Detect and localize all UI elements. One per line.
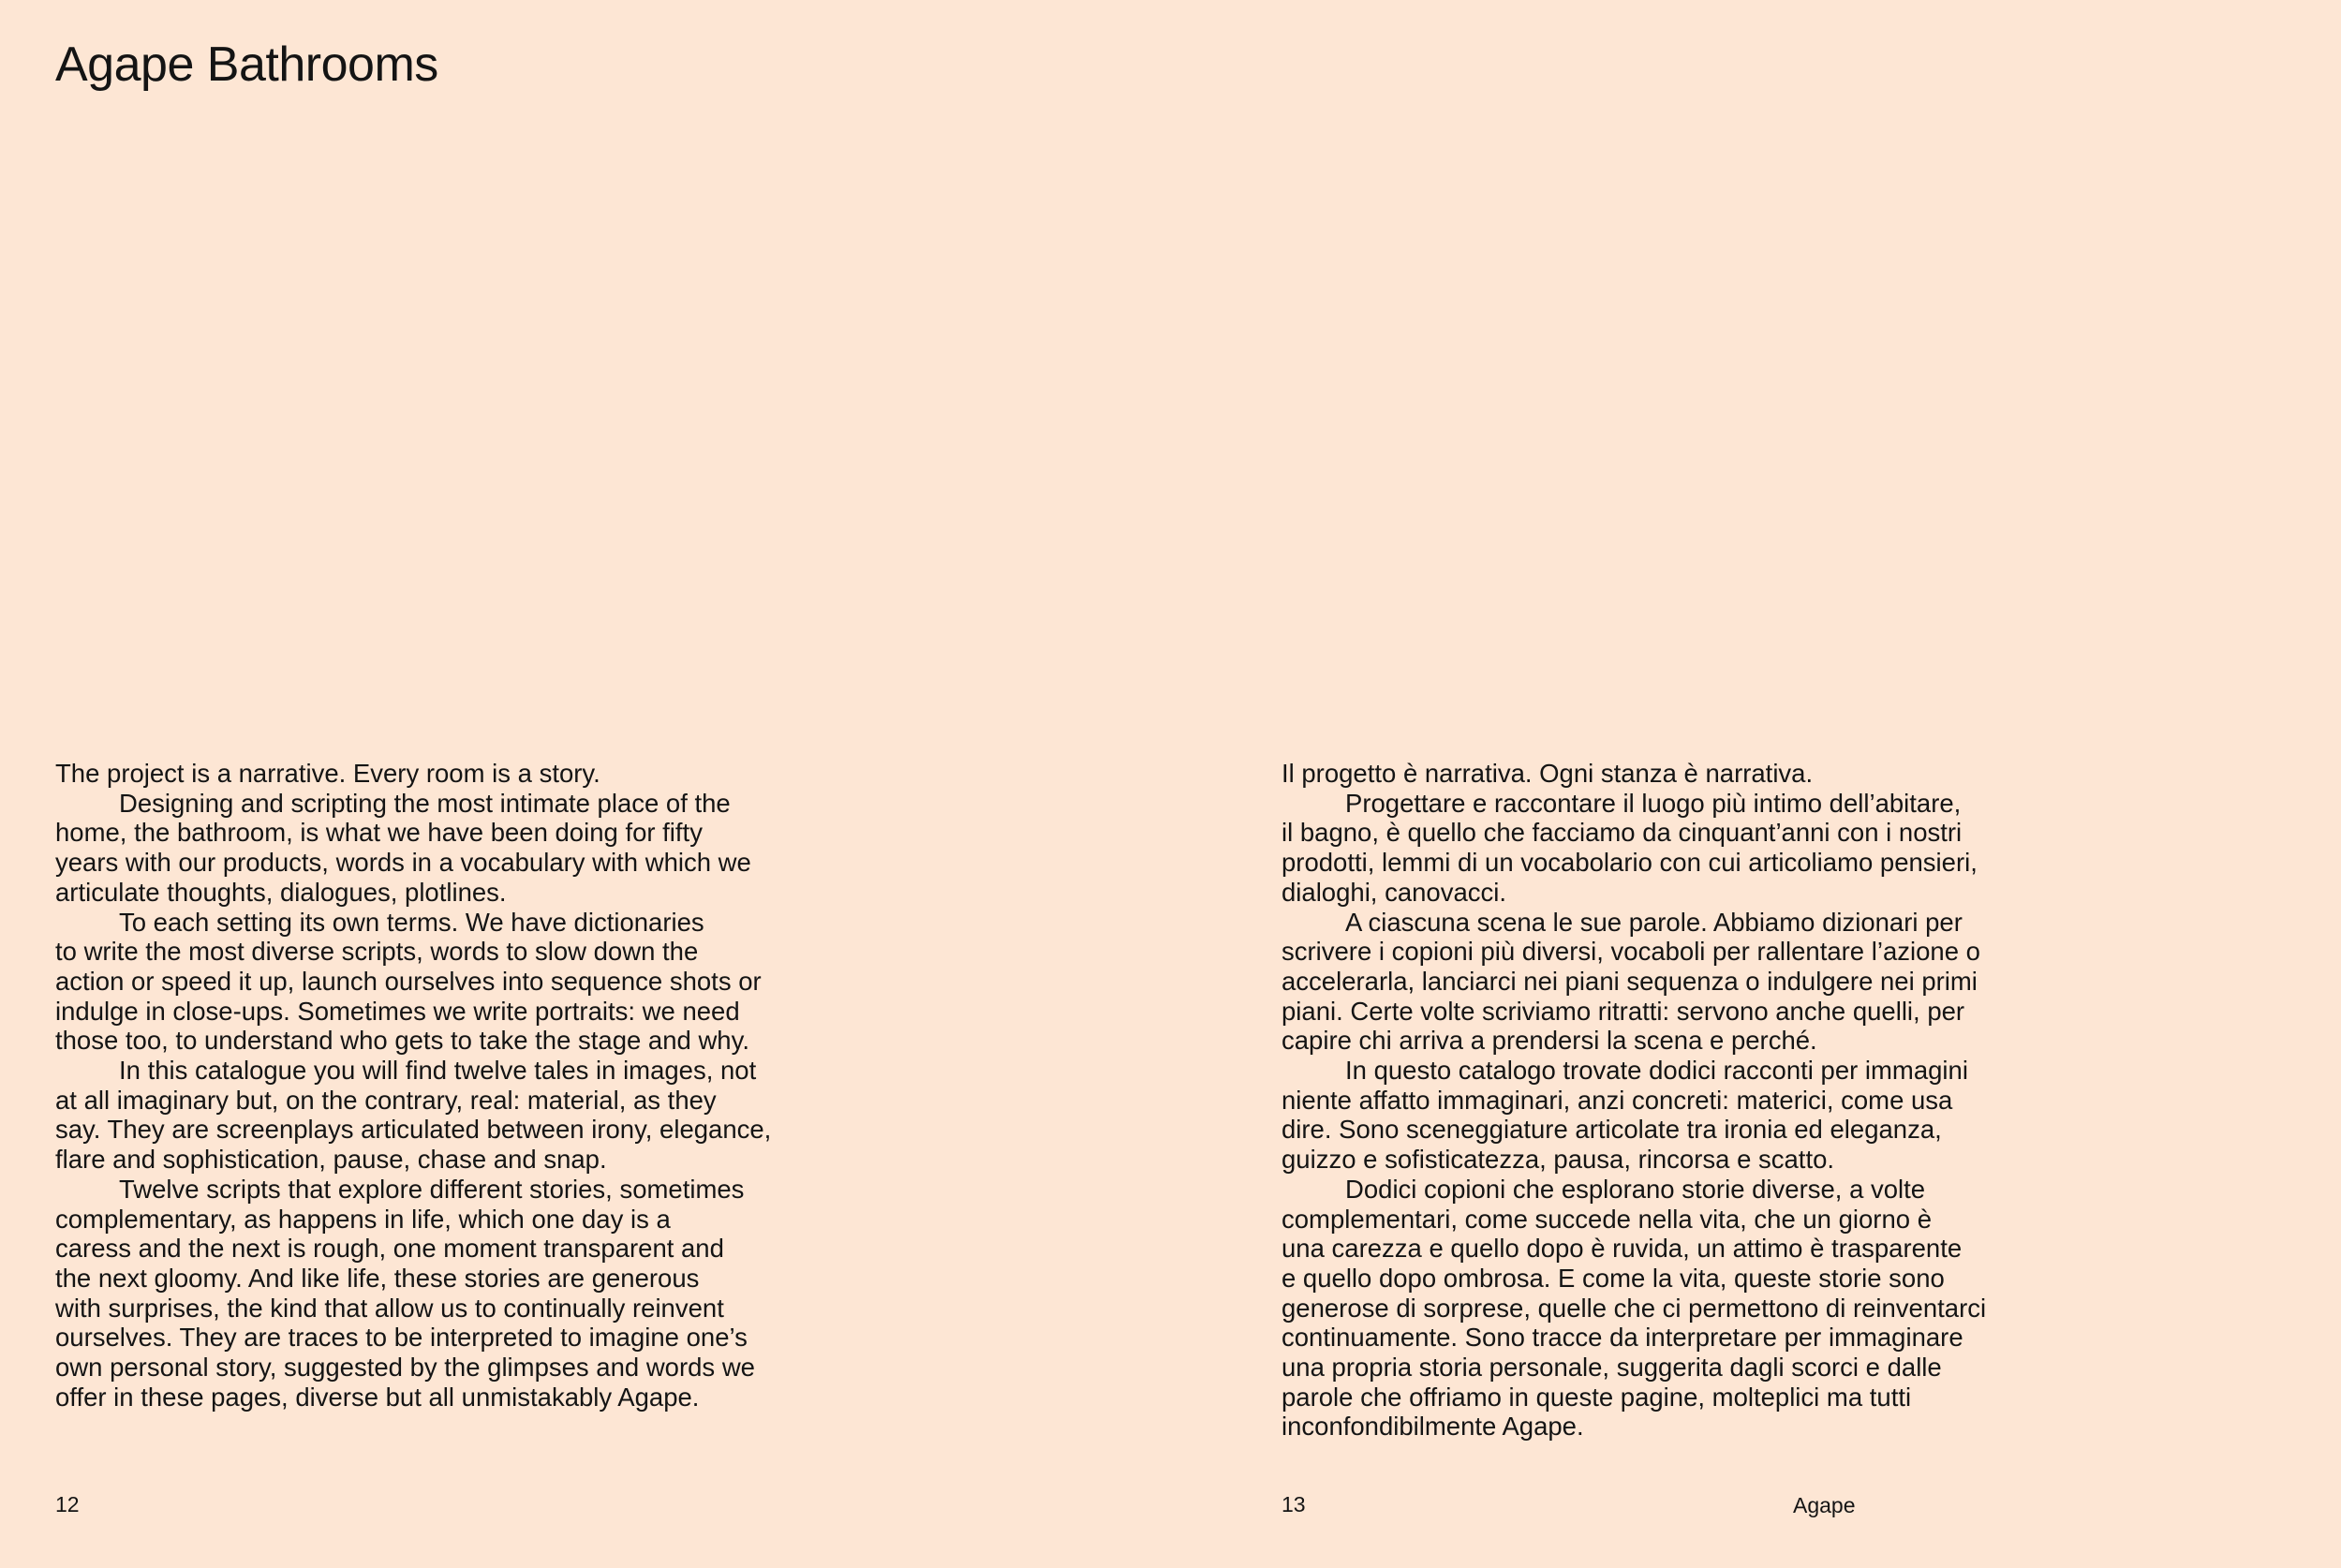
text-line: flare and sophistication, pause, chase and snap. [55,1145,607,1175]
text-line: complementari, come succede nella vita, che un giorno è [1282,1204,1932,1234]
page-title: Agape Bathrooms [55,37,438,92]
text-line: articulate thoughts, dialogues, plotlines. [55,877,507,907]
text-line: Progettare e raccontare il luogo più intimo dell’abitare, [1345,788,1962,818]
text-line: guizzo e sofisticatezza, pausa, rincorsa e scatto. [1282,1145,1835,1175]
text-line: The project is a narrative. Every room is a story. [55,759,600,788]
text-line: dire. Sono sceneggiature articolate tra ironia ed eleganza, [1282,1115,1942,1145]
text-line: offer in these pages, diverse but all unmistakably Agape. [55,1382,700,1412]
text-line: accelerarla, lanciarci nei piani sequenza o indulgere nei primi [1282,966,1978,996]
text-line: home, the bathroom, is what we have been doing for fifty [55,818,703,848]
text-line: una propria storia personale, suggerita dagli scorci e dalle [1282,1353,1942,1383]
italian-paragraph-4 [1282,1175,2059,1442]
italian-lead-paragraph [1282,759,2059,789]
text-line: una carezza e quello dopo è ruvida, un attimo è trasparente [1282,1234,1963,1264]
english-paragraph-2 [55,908,833,1057]
page-number-right: 13 [1282,1492,1306,1516]
text-line: scrivere i copioni più diversi, vocaboli per rallentare l’azione o [1282,937,1980,967]
text-line: piani. Certe volte scriviamo ritratti: servono anche quelli, per [1282,996,1965,1026]
page-number-left: 12 [55,1492,80,1516]
text-line: prodotti, lemmi di un vocabolario con cui articoliamo pensieri, [1282,848,1978,878]
text-line: In questo catalogo trovate dodici racconti per immagini [1345,1056,1968,1086]
text-line: continuamente. Sono tracce da interpretare per immaginare [1282,1323,1963,1353]
italian-paragraph-2 [1282,908,2059,1057]
english-text-column [55,759,833,1412]
text-line: Designing and scripting the most intimate place of the [119,788,731,818]
text-line: generose di sorprese, quelle che ci permettono di reinventarci [1282,1293,1987,1323]
running-head: Agape [1793,1493,1856,1517]
text-line: Il progetto è narrativa. Ogni stanza è narrativa. [1282,759,1814,788]
text-line: the next gloomy. And like life, these stories are generous [55,1263,700,1293]
italian-paragraph-3 [1282,1056,2059,1175]
text-line: dialoghi, canovacci. [1282,877,1507,907]
text-line: parole che offriamo in queste pagine, molteplici ma tutti [1282,1382,1912,1412]
text-line: say. They are screenplays articulated between irony, elegance, [55,1115,772,1145]
english-paragraph-3 [55,1056,833,1175]
english-lead-paragraph [55,759,833,789]
text-line: complementary, as happens in life, which one day is a [55,1204,671,1234]
text-line: il bagno, è quello che facciamo da cinquant’anni con i nostri [1282,818,1963,848]
italian-paragraph-1 [1282,789,2059,908]
english-paragraph-1 [55,789,833,908]
text-line: capire chi arriva a prendersi la scena e perché. [1282,1026,1817,1056]
text-line: Twelve scripts that explore different stories, sometimes [119,1174,745,1204]
text-line: those too, to understand who gets to take the stage and why. [55,1026,749,1056]
text-line: Dodici copioni che esplorano storie diverse, a volte [1345,1174,1926,1204]
text-line: own personal story, suggested by the glimpses and words we [55,1353,755,1383]
text-line: years with our products, words in a vocabulary with which we [55,848,751,878]
italian-text-column [1282,759,2059,1442]
text-line: caress and the next is rough, one moment transparent and [55,1234,724,1264]
text-line: inconfondibilmente Agape. [1282,1412,1584,1442]
english-paragraph-4 [55,1175,833,1413]
text-line: indulge in close-ups. Sometimes we write portraits: we need [55,996,740,1026]
text-line: with surprises, the kind that allow us to continually reinvent [55,1293,724,1323]
text-line: To each setting its own terms. We have dictionaries [119,907,704,937]
text-line: A ciascuna scena le sue parole. Abbiamo dizionari per [1345,907,1963,937]
text-line: ourselves. They are traces to be interpreted to imagine one’s [55,1323,748,1353]
text-line: e quello dopo ombrosa. E come la vita, queste storie sono [1282,1263,1945,1293]
text-line: niente affatto immaginari, anzi concreti: materici, come usa [1282,1085,1953,1115]
text-line: at all imaginary but, on the contrary, real: material, as they [55,1085,717,1115]
text-line: to write the most diverse scripts, words to slow down the [55,937,699,967]
text-line: action or speed it up, launch ourselves into sequence shots or [55,966,762,996]
text-line: In this catalogue you will find twelve tales in images, not [119,1056,757,1086]
